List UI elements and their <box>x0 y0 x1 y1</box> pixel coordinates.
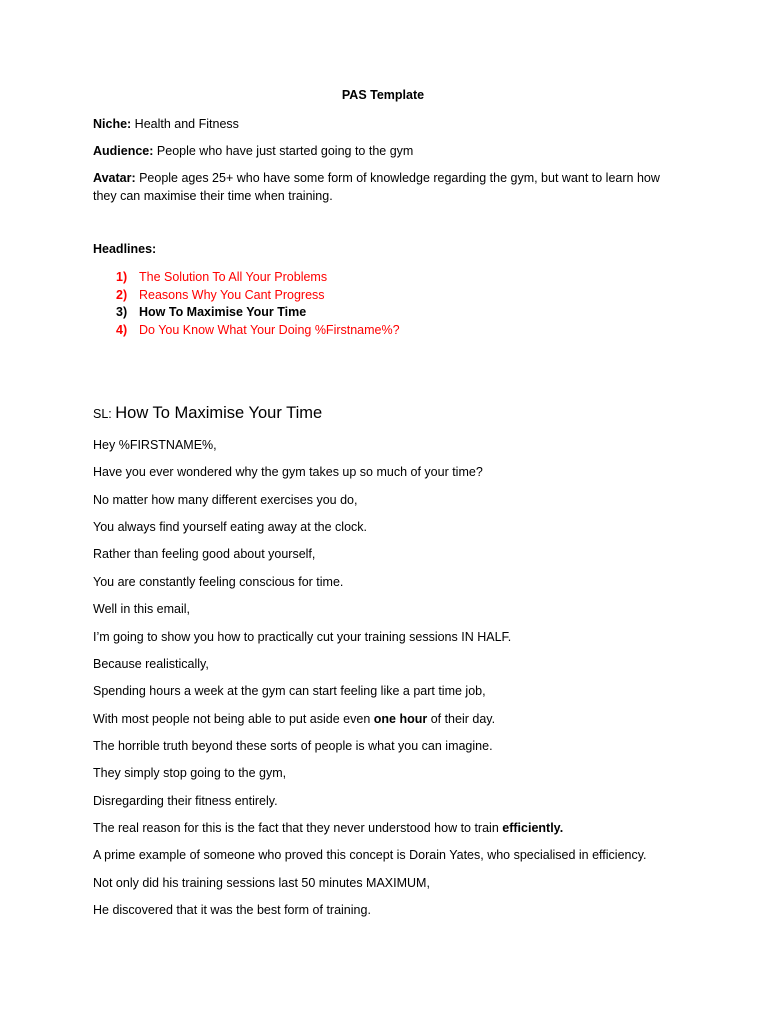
email-line: A prime example of someone who proved this concept is Dorain Yates, who specialised in efficiency. <box>93 848 647 863</box>
subject-text: How To Maximise Your Time <box>115 404 323 422</box>
headline-text: How To Maximise Your Time <box>139 305 307 320</box>
email-line: You always find yourself eating away at the clock. <box>93 520 367 534</box>
email-line-text: The real reason for this is the fact that they never understood how to train <box>93 820 503 835</box>
audience-value: People who have just started going to the gym <box>153 144 414 158</box>
email-line: You are constantly feeling conscious for time. <box>93 574 344 589</box>
email-line: I’m going to show you how to practically cut your training sessions IN HALF. <box>93 629 512 644</box>
headlines-heading: Headlines: <box>93 242 157 256</box>
avatar-label: Avatar: <box>93 171 136 185</box>
email-line: Have you ever wondered why the gym takes up so much of your time? <box>93 465 483 480</box>
niche-label: Niche: <box>93 117 132 131</box>
email-line: Because realistically, <box>93 656 209 671</box>
headline-number: 2) <box>116 287 128 302</box>
headline-item <box>116 322 400 340</box>
email-line: Not only did his training sessions last 50 minutes MAXIMUM, <box>93 875 430 890</box>
email-line: Rather than feeling good about yourself, <box>93 547 316 562</box>
headline-number: 4) <box>116 323 128 338</box>
email-line: Well in this email, <box>93 602 191 617</box>
headline-text: The Solution To All Your Problems <box>139 270 328 284</box>
headline-text: Reasons Why You Cant Progress <box>139 287 325 302</box>
email-line: No matter how many different exercises you do, <box>93 492 358 507</box>
headline-number: 1) <box>116 270 128 284</box>
email-line: He discovered that it was the best form of training. <box>93 903 371 917</box>
headline-number: 3) <box>116 305 128 320</box>
niche-line <box>93 115 683 133</box>
headline-text: Do You Know What Your Doing %Firstname%? <box>139 323 400 338</box>
email-line: Hey %FIRSTNAME%, <box>93 438 217 452</box>
audience-line <box>93 142 683 160</box>
audience-label: Audience: <box>93 144 154 158</box>
headline-item <box>116 287 400 305</box>
headline-item <box>116 304 400 322</box>
email-line: Spending hours a week at the gym can start feeling like a part time job, <box>93 684 486 699</box>
subject-line <box>93 404 322 423</box>
subject-prefix: SL: <box>93 407 116 421</box>
avatar-value: People ages 25+ who have some form of knowledge regarding the gym, but want to learn how they can maximise their time when training. <box>93 171 660 203</box>
email-line <box>93 819 563 837</box>
avatar-line <box>93 169 683 205</box>
email-line-text: With most people not being able to put aside even <box>93 711 374 726</box>
email-line: They simply stop going to the gym, <box>93 766 287 781</box>
niche-value: Health and Fitness <box>131 117 239 131</box>
email-line: Disregarding their fitness entirely. <box>93 793 278 808</box>
email-line-emphasis: efficiently. <box>502 820 564 835</box>
email-line <box>93 710 495 728</box>
document-title: PAS Template <box>341 88 425 102</box>
headlines-list <box>116 269 400 340</box>
document-page <box>93 0 693 1024</box>
email-line-text: of their day. <box>427 711 496 726</box>
email-line: The horrible truth beyond these sorts of people is what you can imagine. <box>93 738 493 753</box>
headline-item <box>116 269 400 287</box>
email-line-emphasis: one hour <box>373 711 428 726</box>
